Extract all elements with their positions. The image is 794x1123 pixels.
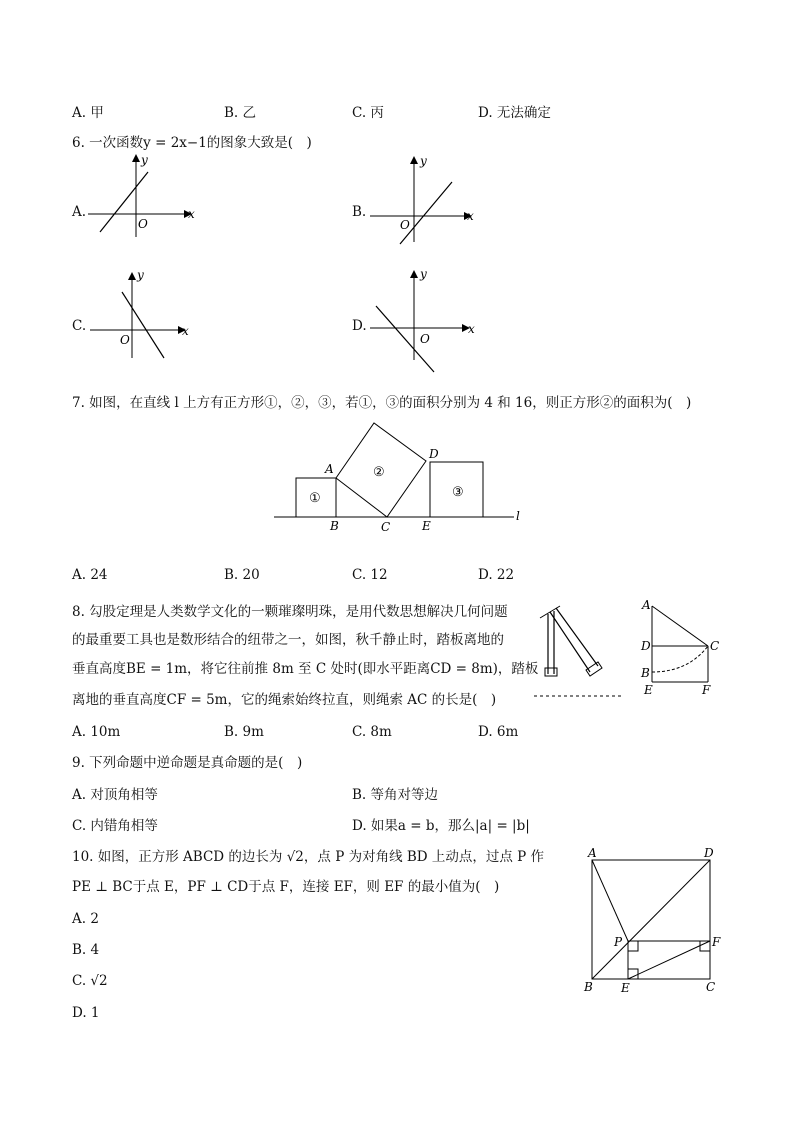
- q8-option-d: D. 6m: [478, 724, 519, 740]
- svg-text:A: A: [588, 846, 597, 860]
- svg-text:E: E: [644, 683, 653, 697]
- q10-option-a: A. 2: [72, 911, 99, 927]
- q9-stem: 9. 下列命题中逆命题是真命题的是( ): [72, 755, 303, 771]
- q6-graph-c: [88, 266, 208, 356]
- q7-figure: [270, 440, 530, 540]
- svg-text:E: E: [621, 981, 630, 995]
- q8-line-2: 的最重要工具也是数形结合的纽带之一，如图，秋千静止时，踏板离地的: [72, 632, 504, 648]
- q7-option-d: D. 22: [478, 567, 515, 583]
- svg-text:F: F: [712, 935, 721, 949]
- svg-text:x: x: [182, 324, 189, 338]
- q7-option-b: B. 20: [224, 567, 260, 583]
- q6-option-a-label: A.: [72, 204, 87, 220]
- svg-text:C: C: [710, 639, 720, 653]
- svg-text:D: D: [429, 447, 439, 461]
- q5-option-d: D. 无法确定: [478, 105, 551, 121]
- svg-text:x: x: [468, 322, 475, 336]
- q7-option-a: A. 24: [72, 567, 108, 583]
- q10-figure: [580, 842, 730, 1002]
- svg-text:x: x: [188, 207, 195, 221]
- svg-text:y: y: [420, 267, 427, 281]
- q8-line-1: 8. 勾股定理是人类数学文化的一颗璀璨明珠，是用代数思想解决几何问题: [72, 604, 508, 620]
- q8-line-4: 离地的垂直高度CF = 5m，它的绳索始终拉直，则绳索 AC 的长是( ): [72, 692, 497, 708]
- svg-text:D: D: [704, 846, 714, 860]
- q8-option-c: C. 8m: [352, 724, 392, 740]
- svg-text:A: A: [325, 462, 334, 476]
- q7-stem: 7. 如图，在直线 l 上方有正方形①，②，③，若①，③的面积分别为 4 和 16，则正方形②的面积为( ): [72, 395, 692, 411]
- svg-text:C: C: [706, 980, 716, 994]
- svg-text:y: y: [420, 154, 427, 168]
- q9-option-b: B. 等角对等边: [352, 787, 439, 803]
- q8-option-a: A. 10m: [72, 724, 121, 740]
- svg-text:O: O: [400, 218, 410, 232]
- q9-option-a: A. 对顶角相等: [72, 787, 158, 803]
- q10-option-d: D. 1: [72, 1005, 100, 1021]
- svg-text:y: y: [137, 268, 144, 282]
- q6-stem: 6. 一次函数y = 2x−1的图象大致是( ): [72, 135, 312, 151]
- q9-option-c: C. 内错角相等: [72, 818, 158, 834]
- svg-text:B: B: [330, 519, 339, 533]
- q10-line-2: PE ⊥ BC于点 E，PF ⊥ CD于点 F，连接 EF，则 EF 的最小值为( ): [72, 879, 500, 895]
- q9-option-d: D. 如果a = b，那么|a| = |b|: [352, 818, 530, 834]
- svg-text:③: ③: [452, 485, 464, 500]
- svg-text:D: D: [641, 639, 651, 653]
- svg-text:B: B: [584, 980, 593, 994]
- q5-option-a: A. 甲: [72, 105, 104, 121]
- q6-graph-b: [368, 152, 488, 242]
- svg-text:A: A: [642, 598, 651, 612]
- q10-line-1: 10. 如图，正方形 ABCD 的边长为 √2，点 P 为对角线 BD 上动点，过点 P 作: [72, 849, 545, 865]
- q6-graph-d: [368, 266, 488, 356]
- q10-option-c: C. √2: [72, 973, 108, 989]
- q6-option-c-label: C.: [72, 318, 87, 334]
- q6-option-d-label: D.: [352, 318, 367, 334]
- q8-option-b: B. 9m: [224, 724, 264, 740]
- svg-text:l: l: [516, 509, 520, 523]
- svg-text:P: P: [614, 935, 623, 949]
- q8-swing-picture: [532, 602, 632, 702]
- svg-text:C: C: [381, 520, 391, 534]
- q7-option-c: C. 12: [352, 567, 388, 583]
- q6-graph-a: [86, 152, 206, 242]
- svg-text:O: O: [120, 333, 130, 347]
- q8-geometry-figure: [638, 596, 728, 696]
- q6-option-b-label: B.: [352, 204, 367, 220]
- svg-text:x: x: [467, 209, 474, 223]
- svg-text:E: E: [422, 519, 431, 533]
- svg-text:②: ②: [373, 465, 385, 480]
- q8-line-3: 垂直高度BE = 1m，将它往前推 8m 至 C 处时(即水平距离CD = 8m)，踏板: [72, 661, 539, 677]
- q10-option-b: B. 4: [72, 942, 100, 958]
- svg-text:①: ①: [309, 491, 321, 506]
- svg-text:y: y: [141, 153, 148, 167]
- svg-text:O: O: [420, 332, 430, 346]
- svg-text:O: O: [138, 217, 148, 231]
- svg-text:F: F: [702, 683, 711, 697]
- svg-text:B: B: [641, 666, 650, 680]
- q5-option-c: C. 丙: [352, 105, 384, 121]
- q5-option-b: B. 乙: [224, 105, 257, 121]
